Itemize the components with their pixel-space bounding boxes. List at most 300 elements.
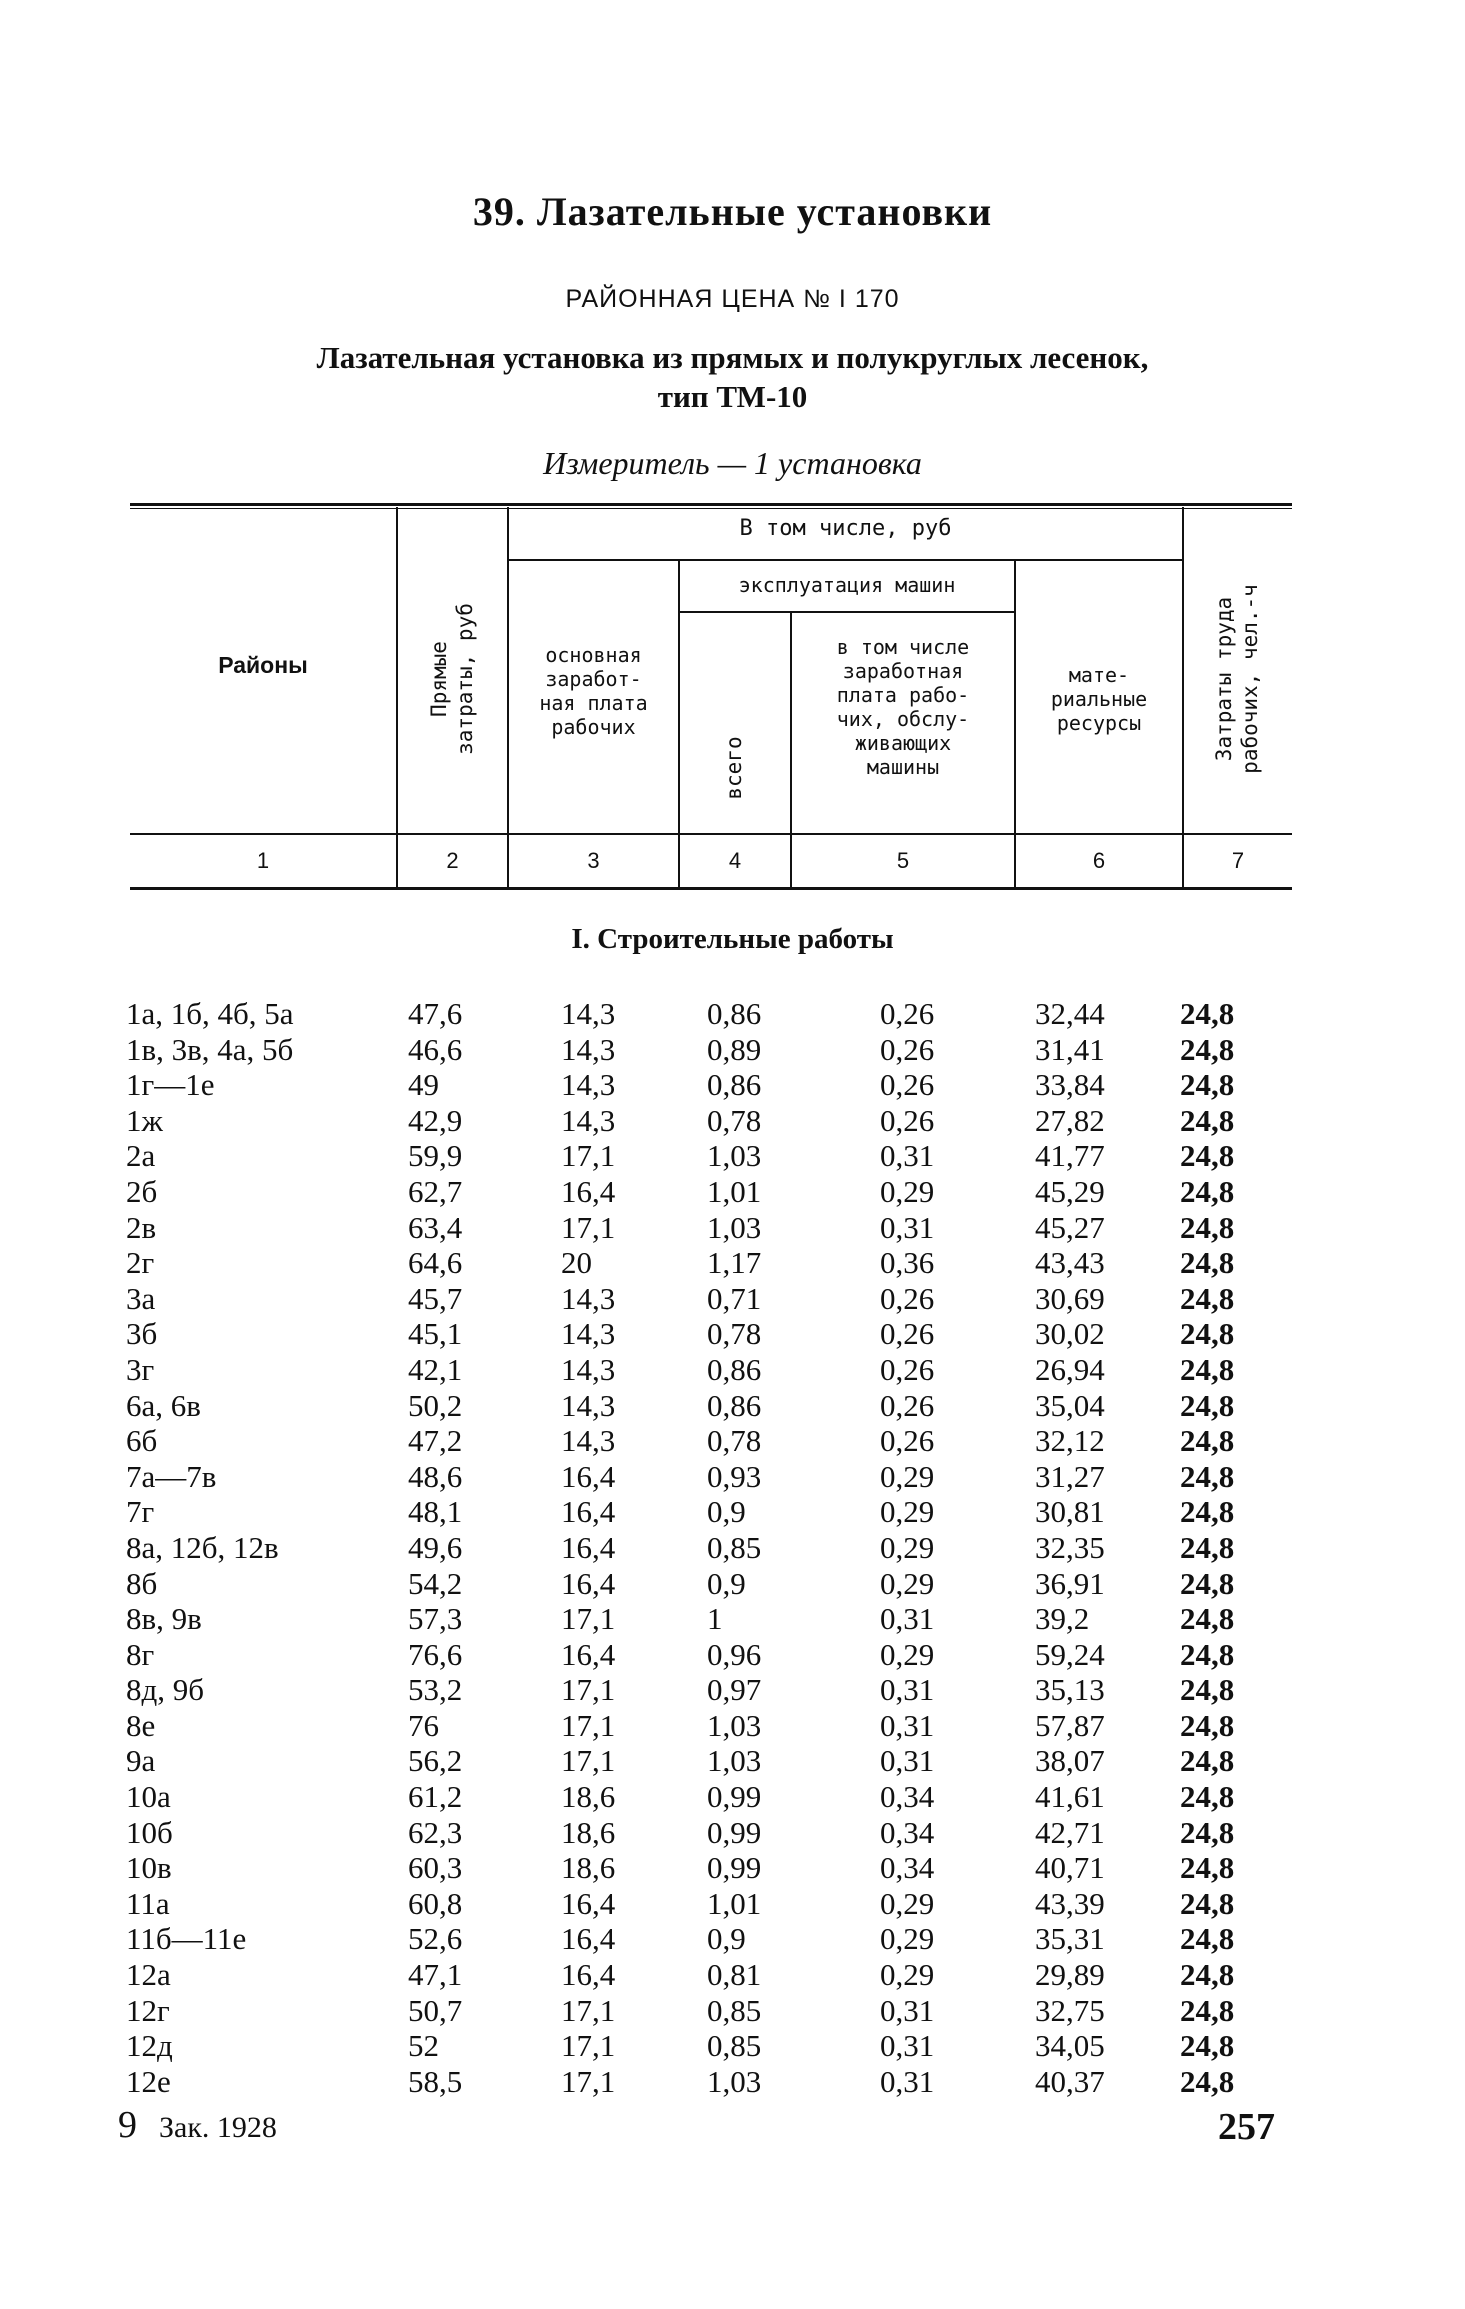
materials-cell: 57,87 (1035, 1707, 1105, 1743)
subgroup-rule (680, 611, 1014, 613)
col5-line-2: заработная (842, 659, 964, 683)
materials-cell: 42,71 (1035, 1814, 1105, 1850)
machine-wage-cell: 0,31 (880, 1707, 935, 1743)
district-cell: 8а, 12б, 12в (126, 1529, 279, 1565)
base-wage-cell: 16,4 (561, 1173, 616, 1209)
direct-costs-cell: 45,7 (408, 1280, 463, 1316)
machine-wage-cell: 0,26 (880, 1423, 935, 1459)
district-cell: 2в (126, 1209, 157, 1245)
table-row (0, 1281, 1465, 1317)
group-header: В том числе, руб (739, 516, 952, 541)
materials-cell: 59,24 (1035, 1636, 1105, 1672)
table-row (0, 1210, 1465, 1246)
machine-total-cell: 0,78 (707, 1316, 762, 1352)
district-cell: 8б (126, 1565, 158, 1601)
direct-costs-cell: 76 (408, 1707, 439, 1743)
col7-line-2: рабочих, чел.-ч (1238, 584, 1262, 774)
labor-cell: 24,8 (1180, 2028, 1235, 2064)
machine-wage-cell: 0,31 (880, 2063, 935, 2099)
base-wage-cell: 16,4 (561, 1494, 616, 1530)
machine-wage-cell: 0,29 (880, 1921, 935, 1957)
labor-cell: 24,8 (1180, 1494, 1235, 1530)
table-row (0, 996, 1465, 1032)
base-wage-cell: 18,6 (561, 1850, 616, 1886)
table-row (0, 1138, 1465, 1174)
labor-cell: 24,8 (1180, 1921, 1235, 1957)
labor-cell: 24,8 (1180, 1565, 1235, 1601)
machine-total-cell: 0,97 (707, 1672, 762, 1708)
materials-cell: 41,61 (1035, 1779, 1105, 1815)
district-cell: 2а (126, 1138, 156, 1174)
col3-line-1: основная (545, 643, 642, 667)
district-cell: 1а, 1б, 4б, 5а (126, 996, 294, 1031)
materials-cell: 43,43 (1035, 1245, 1105, 1281)
labor-cell: 24,8 (1180, 1743, 1235, 1779)
page-title: 39. Лазательные установки (472, 189, 993, 234)
base-wage-cell: 16,4 (561, 1921, 616, 1957)
base-wage-cell: 14,3 (561, 1423, 616, 1459)
base-wage-cell: 14,3 (561, 996, 616, 1031)
district-cell: 2г (126, 1245, 155, 1281)
machine-wage-cell: 0,26 (880, 996, 935, 1031)
table-row (0, 1566, 1465, 1602)
table-row (0, 1494, 1465, 1530)
district-cell: 12е (126, 2063, 171, 2099)
district-cell: 8е (126, 1707, 156, 1743)
machine-wage-cell: 0,26 (880, 1031, 935, 1067)
machine-total-cell: 0,81 (707, 1957, 762, 1993)
machine-wage-cell: 0,29 (880, 1636, 935, 1672)
labor-cell: 24,8 (1180, 2063, 1235, 2099)
labor-cell: 24,8 (1180, 1351, 1235, 1387)
district-cell: 1в, 3в, 4а, 5б (126, 1031, 294, 1067)
table-row (0, 1316, 1465, 1352)
machine-total-cell: 0,99 (707, 1814, 762, 1850)
district-cell: 3б (126, 1316, 158, 1352)
machine-total-cell: 0,89 (707, 1031, 762, 1067)
machine-wage-cell: 0,26 (880, 1316, 935, 1352)
col-districts-header: Районы (218, 652, 308, 678)
machine-wage-cell: 0,34 (880, 1779, 935, 1815)
district-cell: 8г (126, 1636, 155, 1672)
col-materials-header (1016, 663, 1182, 735)
table-body (0, 996, 1465, 2099)
base-wage-cell: 18,6 (561, 1814, 616, 1850)
machine-total-cell: 0,9 (707, 1921, 746, 1957)
direct-costs-cell: 59,9 (408, 1138, 463, 1174)
direct-costs-cell: 63,4 (408, 1209, 463, 1245)
direct-costs-cell: 47,6 (408, 996, 463, 1031)
machine-total-cell: 1,03 (707, 2063, 762, 2099)
table-row (0, 1459, 1465, 1495)
base-wage-cell: 17,1 (561, 1992, 616, 2028)
direct-costs-cell: 56,2 (408, 1743, 463, 1779)
materials-cell: 26,94 (1035, 1351, 1105, 1387)
labor-cell: 24,8 (1180, 1672, 1235, 1708)
table-header (130, 503, 1292, 893)
heading-line-1: Лазательная установка из прямых и полукруглых лесенок, (316, 340, 1149, 375)
machine-total-cell: 0,99 (707, 1850, 762, 1886)
footer-left (118, 2103, 277, 2147)
table-row (0, 1530, 1465, 1566)
machine-wage-cell: 0,29 (880, 1885, 935, 1921)
machine-wage-cell: 0,26 (880, 1351, 935, 1387)
materials-cell: 34,05 (1035, 2028, 1105, 2064)
machine-total-cell: 1,01 (707, 1173, 762, 1209)
labor-cell: 24,8 (1180, 1423, 1235, 1459)
section-title: I. Строительные работы (571, 923, 894, 955)
direct-costs-cell: 60,8 (408, 1885, 463, 1921)
labor-cell: 24,8 (1180, 1280, 1235, 1316)
direct-costs-cell: 50,2 (408, 1387, 463, 1423)
machine-wage-cell: 0,29 (880, 1458, 935, 1494)
direct-costs-cell: 60,3 (408, 1850, 463, 1886)
district-cell: 8д, 9б (126, 1672, 205, 1708)
machine-total-cell: 0,78 (707, 1423, 762, 1459)
col-number-5: 5 (896, 848, 910, 873)
direct-costs-cell: 54,2 (408, 1565, 463, 1601)
materials-cell: 30,81 (1035, 1494, 1105, 1530)
labor-cell: 24,8 (1180, 1031, 1235, 1067)
table-row (0, 1423, 1465, 1459)
labor-cell: 24,8 (1180, 1957, 1235, 1993)
base-wage-cell: 14,3 (561, 1067, 616, 1103)
machine-wage-cell: 0,31 (880, 1209, 935, 1245)
table-row (0, 1743, 1465, 1779)
materials-cell: 33,84 (1035, 1067, 1105, 1103)
col6-line-2: риальные (1050, 687, 1148, 711)
base-wage-cell: 20 (561, 1245, 592, 1281)
district-cell: 11б—11е (126, 1921, 247, 1957)
base-wage-cell: 17,1 (561, 2063, 616, 2099)
materials-cell: 31,41 (1035, 1031, 1105, 1067)
table-row (0, 1352, 1465, 1388)
table-row (0, 1779, 1465, 1815)
table-row (0, 1886, 1465, 1922)
district-cell: 8в, 9в (126, 1601, 202, 1637)
materials-cell: 30,02 (1035, 1316, 1105, 1352)
col3-line-2: заработ- (545, 667, 642, 691)
direct-costs-cell: 47,2 (408, 1423, 463, 1459)
direct-costs-cell: 52 (408, 2028, 439, 2064)
table-row (0, 1103, 1465, 1139)
labor-cell: 24,8 (1180, 1458, 1235, 1494)
direct-costs-cell: 49,6 (408, 1529, 463, 1565)
machine-total-cell: 1,01 (707, 1885, 762, 1921)
direct-costs-cell: 64,6 (408, 1245, 463, 1281)
materials-cell: 45,27 (1035, 1209, 1105, 1245)
machine-total-cell: 0,86 (707, 1067, 762, 1103)
machine-wage-cell: 0,29 (880, 1529, 935, 1565)
group-rule (509, 559, 1182, 561)
base-wage-cell: 14,3 (561, 1351, 616, 1387)
table-row (0, 1174, 1465, 1210)
materials-cell: 39,2 (1035, 1601, 1090, 1637)
labor-cell: 24,8 (1180, 1067, 1235, 1103)
materials-cell: 43,39 (1035, 1885, 1105, 1921)
col7-line-1: Затраты труда (1212, 596, 1236, 762)
machine-wage-cell: 0,31 (880, 2028, 935, 2064)
direct-costs-cell: 46,6 (408, 1031, 463, 1067)
base-wage-cell: 16,4 (561, 1529, 616, 1565)
labor-cell: 24,8 (1180, 1636, 1235, 1672)
page-number: 257 (1218, 2106, 1275, 2148)
direct-costs-cell: 50,7 (408, 1992, 463, 2028)
col-base-wage-header (509, 643, 678, 739)
direct-costs-cell: 42,1 (408, 1351, 463, 1387)
materials-cell: 35,13 (1035, 1672, 1105, 1708)
machine-total-cell: 0,86 (707, 1351, 762, 1387)
col3-line-4: рабочих (551, 715, 636, 739)
district-cell: 10а (126, 1779, 171, 1815)
base-wage-cell: 16,4 (561, 1885, 616, 1921)
district-cell: 6а, 6в (126, 1387, 201, 1423)
district-cell: 12д (126, 2028, 173, 2064)
order-number: Зак. 1928 (159, 2111, 277, 2144)
direct-costs-cell: 48,6 (408, 1458, 463, 1494)
col6-line-1: мате- (1068, 663, 1130, 687)
materials-cell: 31,27 (1035, 1458, 1105, 1494)
district-cell: 12г (126, 1992, 170, 2028)
base-wage-cell: 14,3 (561, 1316, 616, 1352)
machine-wage-cell: 0,26 (880, 1280, 935, 1316)
materials-cell: 45,29 (1035, 1173, 1105, 1209)
col2-line-2: затраты, руб (453, 603, 477, 755)
district-cell: 7г (126, 1494, 155, 1530)
machine-wage-cell: 0,31 (880, 1138, 935, 1174)
district-cell: 11а (126, 1885, 170, 1921)
machine-wage-cell: 0,31 (880, 1992, 935, 2028)
table-row (0, 1388, 1465, 1424)
direct-costs-cell: 45,1 (408, 1316, 463, 1352)
district-cell: 10в (126, 1850, 172, 1886)
base-wage-cell: 17,1 (561, 2028, 616, 2064)
col-direct-costs-header (426, 549, 478, 809)
col-number-2: 2 (446, 848, 459, 873)
col6-line-3: ресурсы (1056, 711, 1142, 735)
labor-cell: 24,8 (1180, 1779, 1235, 1815)
table-row (0, 1993, 1465, 2029)
machine-wage-cell: 0,26 (880, 1387, 935, 1423)
base-wage-cell: 16,4 (561, 1458, 616, 1494)
district-cell: 10б (126, 1814, 173, 1850)
machine-total-cell: 0,86 (707, 996, 762, 1031)
base-wage-cell: 17,1 (561, 1707, 616, 1743)
labor-cell: 24,8 (1180, 1245, 1235, 1281)
labor-cell: 24,8 (1180, 1209, 1235, 1245)
machine-total-cell: 1,17 (707, 1245, 762, 1281)
machine-total-cell: 1 (707, 1601, 723, 1637)
header-number-rule (130, 833, 1292, 835)
labor-cell: 24,8 (1180, 1707, 1235, 1743)
col5-line-1: в том числе (836, 635, 970, 659)
materials-cell: 32,35 (1035, 1529, 1105, 1565)
col5-line-6: машины (866, 755, 940, 779)
district-cell: 9а (126, 1743, 156, 1779)
col3-line-3: ная плата (539, 691, 648, 715)
direct-costs-cell: 49 (408, 1067, 439, 1103)
direct-costs-cell: 48,1 (408, 1494, 463, 1530)
base-wage-cell: 14,3 (561, 1102, 616, 1138)
table-row (0, 1637, 1465, 1673)
col-number-1: 1 (256, 848, 270, 873)
materials-cell: 30,69 (1035, 1280, 1105, 1316)
machine-wage-cell: 0,26 (880, 1102, 935, 1138)
direct-costs-cell: 57,3 (408, 1601, 463, 1637)
machine-total-cell: 0,99 (707, 1779, 762, 1815)
table-row (0, 1815, 1465, 1851)
machine-wage-cell: 0,29 (880, 1173, 935, 1209)
subgroup-header: эксплуатация машин (738, 573, 956, 597)
col-number-7: 7 (1231, 848, 1245, 873)
labor-cell: 24,8 (1180, 1387, 1235, 1423)
machine-wage-cell: 0,34 (880, 1850, 935, 1886)
labor-cell: 24,8 (1180, 1529, 1235, 1565)
header-bottom-rule (130, 887, 1292, 890)
labor-cell: 24,8 (1180, 1138, 1235, 1174)
base-wage-cell: 17,1 (561, 1672, 616, 1708)
materials-cell: 32,12 (1035, 1423, 1105, 1459)
direct-costs-cell: 61,2 (408, 1779, 463, 1815)
materials-cell: 32,75 (1035, 1992, 1105, 2028)
materials-cell: 32,44 (1035, 996, 1105, 1031)
col-number-6: 6 (1092, 848, 1106, 873)
col-number-3: 3 (587, 848, 600, 873)
machine-total-cell: 1,03 (707, 1138, 762, 1174)
labor-cell: 24,8 (1180, 1885, 1235, 1921)
machine-total-cell: 1,03 (707, 1209, 762, 1245)
table-row (0, 1245, 1465, 1281)
machine-wage-cell: 0,29 (880, 1565, 935, 1601)
machine-wage-cell: 0,31 (880, 1672, 935, 1708)
materials-cell: 41,77 (1035, 1138, 1105, 1174)
table-row (0, 1067, 1465, 1103)
col2-line-1: Прямые (427, 641, 451, 717)
base-wage-cell: 18,6 (561, 1779, 616, 1815)
sheet-number: 9 (118, 2104, 137, 2146)
table-row (0, 1850, 1465, 1886)
table-row (0, 1032, 1465, 1068)
labor-cell: 24,8 (1180, 1850, 1235, 1886)
district-cell: 2б (126, 1173, 158, 1209)
measurement-unit: Измеритель — 1 установка (543, 445, 922, 481)
table-row (0, 1708, 1465, 1744)
table-row (0, 1601, 1465, 1637)
regional-price: РАЙОННАЯ ЦЕНА № I 170 (565, 285, 900, 313)
machine-total-cell: 0,9 (707, 1494, 746, 1530)
district-cell: 1г—1е (126, 1067, 215, 1103)
machine-total-cell: 0,9 (707, 1565, 746, 1601)
materials-cell: 40,37 (1035, 2063, 1105, 2099)
machine-total-cell: 0,78 (707, 1102, 762, 1138)
direct-costs-cell: 58,5 (408, 2063, 463, 2099)
table-row (0, 1957, 1465, 1993)
machine-wage-cell: 0,36 (880, 1245, 935, 1281)
direct-costs-cell: 76,6 (408, 1636, 463, 1672)
district-cell: 1ж (126, 1102, 163, 1138)
direct-costs-cell: 47,1 (408, 1957, 463, 1993)
base-wage-cell: 17,1 (561, 1743, 616, 1779)
materials-cell: 40,71 (1035, 1850, 1105, 1886)
materials-cell: 38,07 (1035, 1743, 1105, 1779)
col5-line-4: чих, обслу- (836, 707, 970, 731)
machine-total-cell: 0,85 (707, 1529, 762, 1565)
materials-cell: 35,04 (1035, 1387, 1105, 1423)
labor-cell: 24,8 (1180, 1316, 1235, 1352)
heading-line-2: тип ТМ-10 (657, 379, 808, 414)
base-wage-cell: 16,4 (561, 1636, 616, 1672)
direct-costs-cell: 52,6 (408, 1921, 463, 1957)
base-wage-cell: 17,1 (561, 1138, 616, 1174)
materials-cell: 29,89 (1035, 1957, 1105, 1993)
direct-costs-cell: 42,9 (408, 1102, 463, 1138)
labor-cell: 24,8 (1180, 1601, 1235, 1637)
machine-wage-cell: 0,34 (880, 1814, 935, 1850)
district-cell: 7а—7в (126, 1458, 217, 1494)
materials-cell: 36,91 (1035, 1565, 1105, 1601)
base-wage-cell: 16,4 (561, 1957, 616, 1993)
machine-wage-cell: 0,29 (880, 1957, 935, 1993)
district-cell: 6б (126, 1423, 158, 1459)
table-row (0, 2028, 1465, 2064)
base-wage-cell: 14,3 (561, 1280, 616, 1316)
base-wage-cell: 17,1 (561, 1209, 616, 1245)
machine-total-cell: 0,85 (707, 1992, 762, 2028)
direct-costs-cell: 62,3 (408, 1814, 463, 1850)
base-wage-cell: 17,1 (561, 1601, 616, 1637)
labor-cell: 24,8 (1180, 996, 1235, 1031)
table-heading (0, 338, 1465, 416)
table-row (0, 1921, 1465, 1957)
machine-total-cell: 1,03 (707, 1707, 762, 1743)
labor-cell: 24,8 (1180, 1102, 1235, 1138)
base-wage-cell: 14,3 (561, 1387, 616, 1423)
materials-cell: 35,31 (1035, 1921, 1105, 1957)
machine-wage-cell: 0,26 (880, 1067, 935, 1103)
materials-cell: 27,82 (1035, 1102, 1105, 1138)
labor-cell: 24,8 (1180, 1814, 1235, 1850)
district-cell: 3а (126, 1280, 156, 1316)
base-wage-cell: 14,3 (561, 1031, 616, 1067)
col-number-4: 4 (728, 848, 742, 873)
table-row (0, 2064, 1465, 2100)
col-machine-wage-header (792, 635, 1014, 779)
table-row (0, 1672, 1465, 1708)
district-cell: 3г (126, 1351, 155, 1387)
direct-costs-cell: 53,2 (408, 1672, 463, 1708)
machine-total-cell: 0,85 (707, 2028, 762, 2064)
col-labor-header (1211, 549, 1263, 809)
labor-cell: 24,8 (1180, 1173, 1235, 1209)
machine-wage-cell: 0,31 (880, 1743, 935, 1779)
header-top-rule (130, 503, 1292, 506)
direct-costs-cell: 62,7 (408, 1173, 463, 1209)
base-wage-cell: 16,4 (561, 1565, 616, 1601)
district-cell: 12а (126, 1957, 171, 1993)
machine-total-cell: 1,03 (707, 1743, 762, 1779)
col5-line-5: живающих (854, 731, 952, 755)
machine-total-cell: 0,93 (707, 1458, 762, 1494)
machine-wage-cell: 0,29 (880, 1494, 935, 1530)
machine-total-cell: 0,96 (707, 1636, 762, 1672)
machine-wage-cell: 0,31 (880, 1601, 935, 1637)
machine-total-cell: 0,86 (707, 1387, 762, 1423)
col-total-header: всего (722, 736, 746, 800)
machine-total-cell: 0,71 (707, 1280, 762, 1316)
header-top-rule-thin (130, 508, 1292, 509)
col5-line-3: плата рабо- (836, 683, 970, 707)
labor-cell: 24,8 (1180, 1992, 1235, 2028)
